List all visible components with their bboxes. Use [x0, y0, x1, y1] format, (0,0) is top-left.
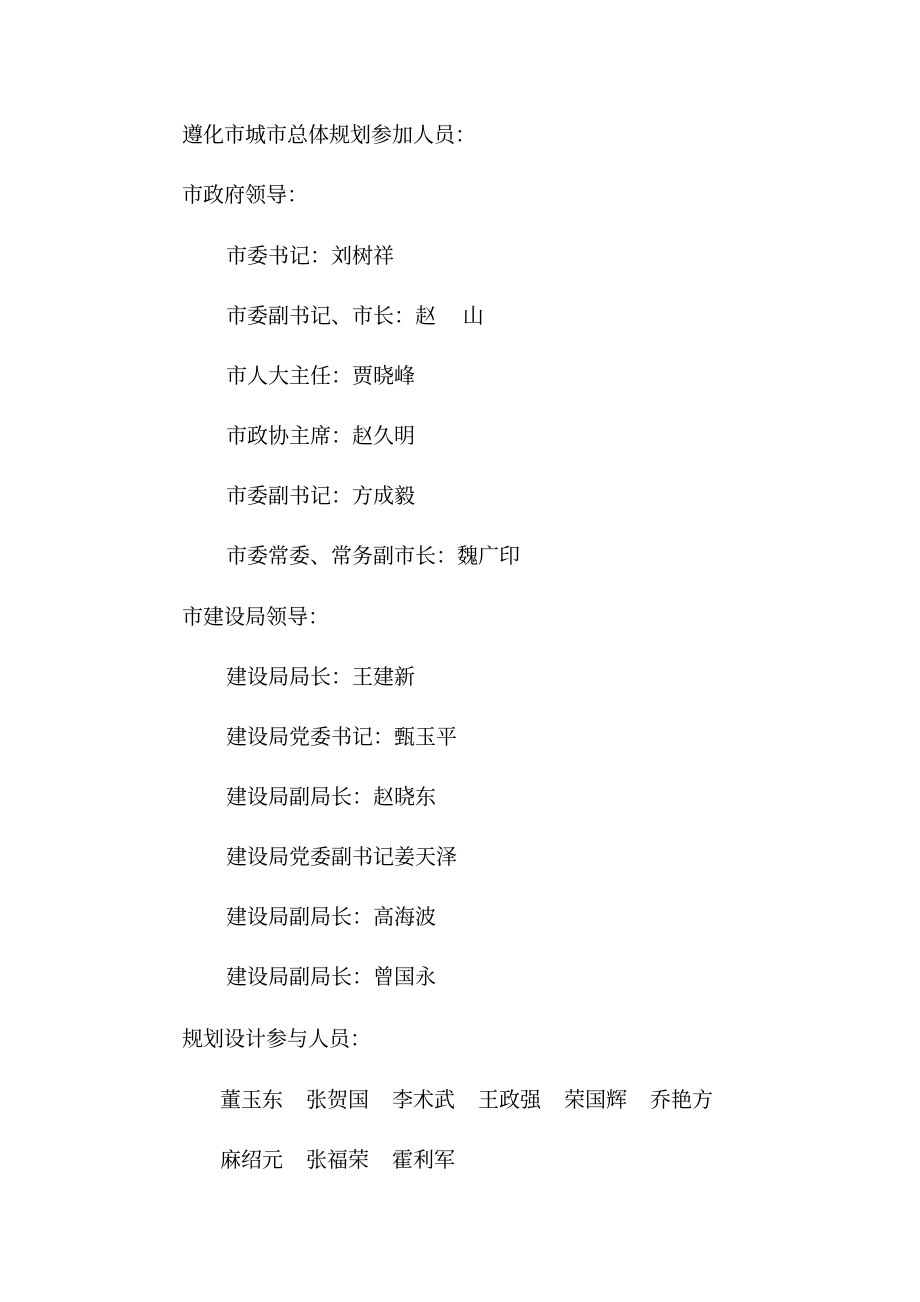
list-item: 市人大主任：贾晓峰 — [226, 364, 415, 388]
list-item: 市委常委、常务副市长：魏广印 — [226, 544, 520, 568]
person-name: 乔艳方 — [650, 1088, 713, 1112]
person-name: 李术武 — [392, 1088, 455, 1112]
list-item: 建设局党委书记：甄玉平 — [226, 725, 457, 749]
person-name: 荣国辉 — [564, 1088, 627, 1112]
list-item: 市委副书记：方成毅 — [226, 484, 415, 508]
list-item: 建设局局长：王建新 — [226, 665, 415, 689]
section-heading-government: 市政府领导： — [182, 183, 308, 207]
list-item: 市委副书记、市长：赵 山 — [226, 304, 484, 328]
list-item: 市委书记：刘树祥 — [226, 244, 394, 268]
list-item: 市政协主席：赵久明 — [226, 424, 415, 448]
name-row — [220, 1147, 455, 1173]
person-name: 张贺国 — [306, 1088, 369, 1112]
section-heading-planning-design: 规划设计参与人员： — [182, 1027, 371, 1051]
section-heading-construction-bureau: 市建设局领导： — [182, 605, 329, 629]
list-item: 建设局副局长：高海波 — [226, 905, 436, 929]
document-title: 遵化市城市总体规划参加人员： — [182, 123, 476, 147]
list-item: 建设局副局长：赵晓东 — [226, 785, 436, 809]
list-item: 建设局副局长：曾国永 — [226, 965, 436, 989]
list-item: 建设局党委副书记姜天泽 — [226, 845, 457, 869]
name-row — [220, 1087, 713, 1113]
person-name: 董玉东 — [220, 1088, 283, 1112]
person-name: 霍利军 — [392, 1148, 455, 1172]
person-name: 麻绍元 — [220, 1148, 283, 1172]
person-name: 王政强 — [478, 1088, 541, 1112]
person-name: 张福荣 — [306, 1148, 369, 1172]
